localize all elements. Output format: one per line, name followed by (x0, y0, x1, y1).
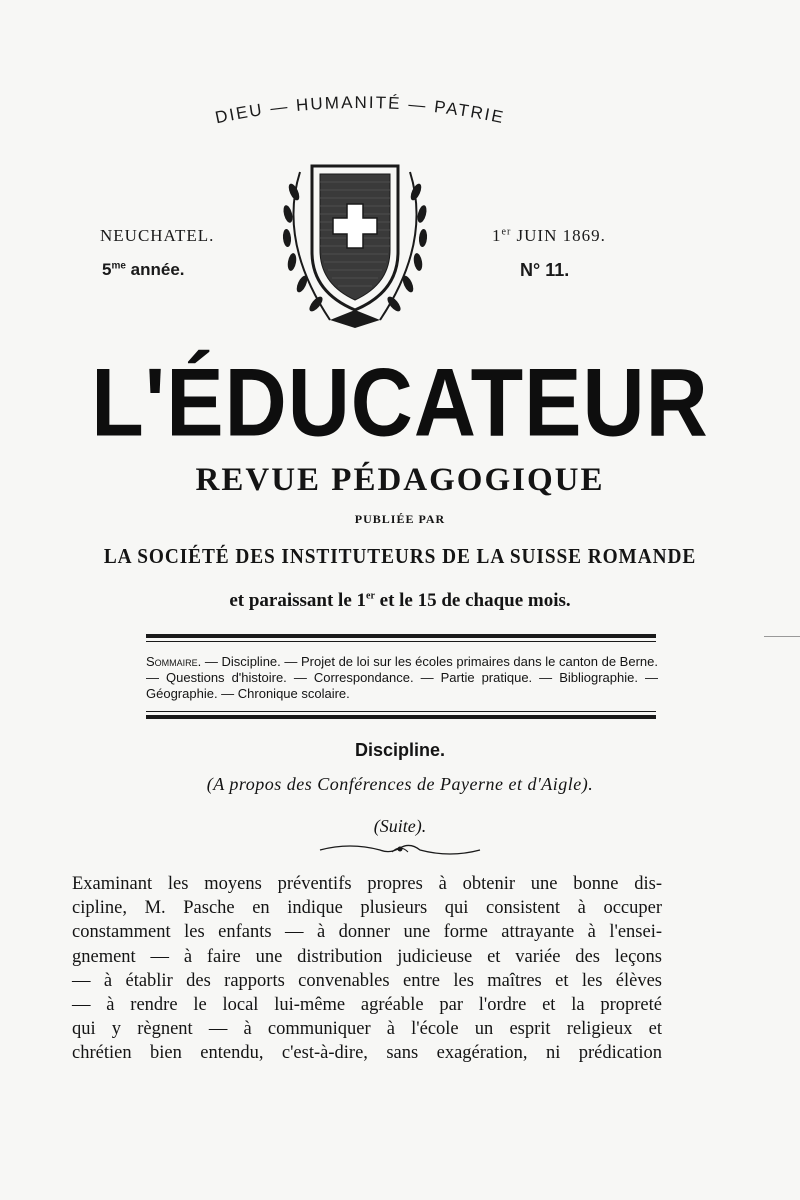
divider-thin-bottom (146, 711, 656, 712)
year-word: année. (130, 260, 185, 279)
year-suffix: me (111, 260, 126, 272)
frequency-sup: er (366, 590, 375, 602)
swiss-cross-shield-icon (270, 152, 440, 332)
motto-arc (140, 88, 580, 158)
header-city: NEUCHATEL. (100, 226, 215, 245)
sommaire-label: Sommaire. (146, 654, 202, 669)
body-line: gnement — à faire une distribution judicieuse et variée des leçons (72, 946, 662, 967)
divider-thin-top (146, 641, 656, 642)
body-line: — à établir des rapports convenables entre les maîtres et les élèves (72, 970, 662, 991)
frequency-suffix: et le 15 de chaque mois. (374, 590, 571, 611)
date-day-suffix: er (501, 226, 512, 238)
journal-subtitle: REVUE PÉDAGOGIQUE (195, 462, 605, 498)
article-subtitle: (A propos des Conférences de Payerne et d'Aigle). (206, 774, 594, 794)
article-title: Discipline. (354, 740, 446, 760)
body-line: cipline, M. Pasche en indique plusieurs qui consistent à occuper (72, 898, 662, 919)
article-body (72, 872, 662, 1066)
society-name: LA SOCIÉTÉ DES INSTITUTEURS DE LA SUISSE ROMANDE (103, 544, 697, 568)
divider-thick-bottom (146, 715, 656, 719)
frequency-prefix: et paraissant le 1 (229, 590, 366, 611)
flourish-ornament-icon (310, 840, 490, 860)
published-by: PUBLIÉE PAR (354, 512, 446, 526)
motto-text: DIEU — HUMANITÉ — PATRIE (213, 92, 507, 128)
body-line: qui y règnent — à communiquer à l'école un esprit religieux et (72, 1019, 662, 1040)
body-line: chrétien bien entendu, c'est-à-dire, sans exagération, ni prédication (72, 1043, 662, 1064)
article-continued: (Suite). (373, 816, 427, 836)
body-line: — à rendre le local lui-même agréable par l'ordre et la propreté (72, 995, 662, 1016)
body-line: constamment les enfants — à donner une forme attrayante à l'ensei- (72, 922, 662, 943)
table-of-contents (146, 654, 658, 702)
body-line: Examinant les moyens préventifs propres à obtenir une bonne dis- (72, 874, 662, 894)
publication-frequency (0, 590, 800, 612)
header-date (492, 226, 606, 246)
issue-number: N° 11. (520, 260, 570, 280)
date-day: 1 (492, 226, 502, 245)
divider-thick-top (146, 634, 656, 638)
year-number: 5 (102, 260, 112, 279)
header-year (102, 260, 185, 280)
sommaire-text: — Discipline. — Projet de loi sur les écoles primaires dans le canton de Berne. — Questions d'histoire. — Correspondance. — Partie pratique. — Bibliographie. — Géographie. — Chronique scolaire. (146, 654, 658, 701)
date-rest: JUIN 1869. (516, 226, 606, 245)
journal-title: L'ÉDUCATEUR (91, 349, 709, 457)
margin-mark (764, 636, 800, 637)
